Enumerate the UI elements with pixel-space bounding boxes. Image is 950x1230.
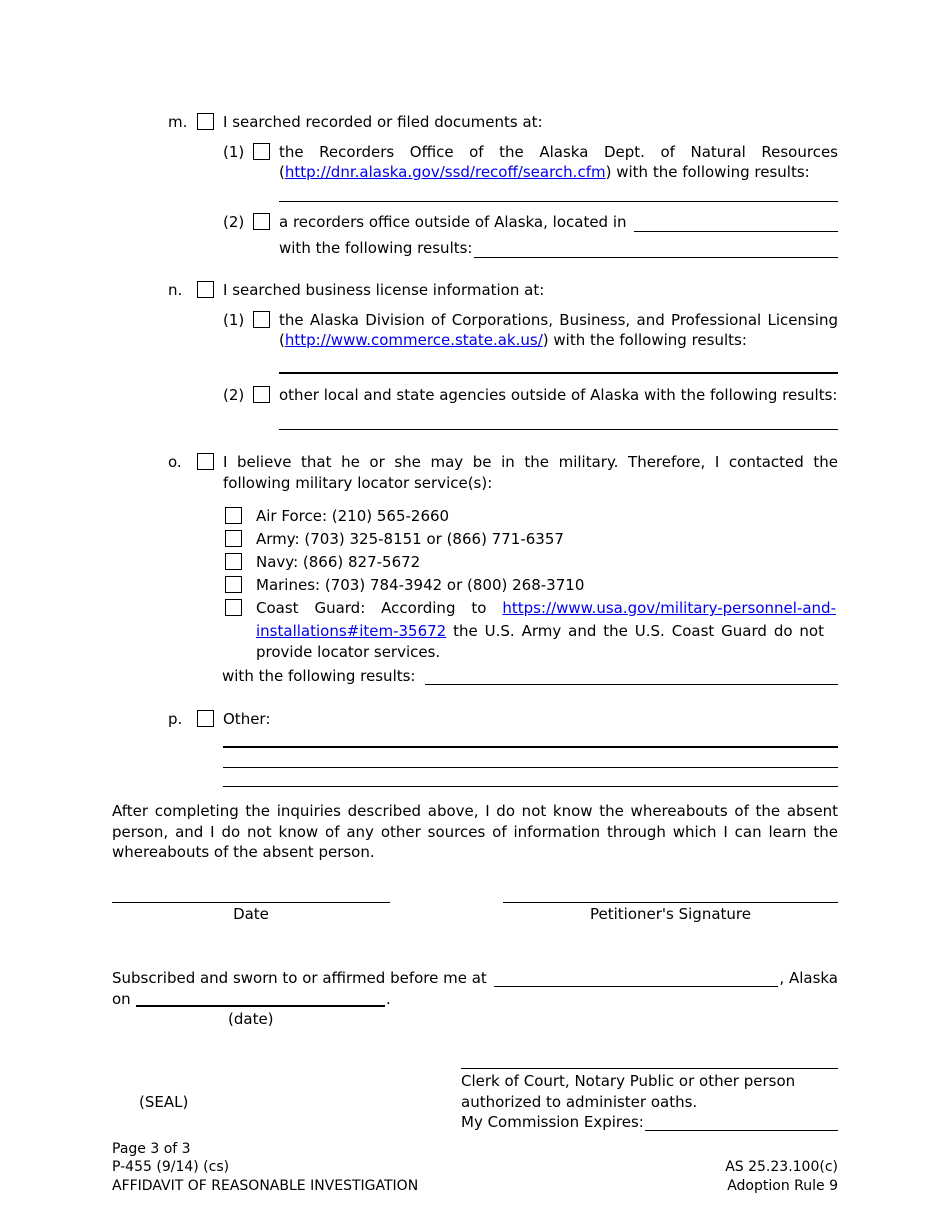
item-m-option-1-checkbox[interactable] <box>253 143 270 160</box>
item-m-letter: m. <box>168 113 188 131</box>
option-number: (1) <box>223 311 245 329</box>
item-p-checkbox[interactable] <box>197 710 214 727</box>
statement-line: whereabouts of the absent person. <box>112 843 375 861</box>
option-text-line: other local and state agencies outside of Alaska with the following results: <box>279 386 838 404</box>
commerce-link[interactable]: http://www.commerce.state.ak.us/ <box>284 331 543 349</box>
petitioner-signature-field[interactable] <box>503 882 838 903</box>
form-title: AFFIDAVIT OF REASONABLE INVESTIGATION <box>112 1178 419 1194</box>
item-p-letter: p. <box>168 710 183 728</box>
option-number: (2) <box>223 213 245 231</box>
item-m-option-2-checkbox[interactable] <box>253 213 270 230</box>
item-m-label: I searched recorded or filed documents at: <box>223 113 543 131</box>
item-o-letter: o. <box>168 453 182 471</box>
oath-text: Subscribed and sworn to or affirmed before me at <box>112 969 487 987</box>
statement-line: After completing the inquiries described above, I do not know the whereabouts of the absent <box>112 802 838 820</box>
recorders-office-link[interactable]: http://dnr.alaska.gov/ssd/recoff/search.cfm <box>284 163 606 181</box>
item-o-checkbox[interactable] <box>197 453 214 470</box>
commission-expires-field[interactable] <box>645 1110 838 1131</box>
item-n-checkbox[interactable] <box>197 281 214 298</box>
item-o-label-line: following military locator service(s): <box>223 474 493 492</box>
list-item: Marines: (703) 784-3942 or (800) 268-3710 <box>256 576 585 594</box>
results-label: with the following results: <box>222 667 416 685</box>
option-text: ) with the following results: <box>542 331 747 349</box>
list-item: Air Force: (210) 565-2660 <box>256 507 450 525</box>
statement-line: person, and I do not know of any other sources of information through which I can learn the <box>112 823 838 841</box>
results-field[interactable] <box>474 237 838 258</box>
item-n-option-1-checkbox[interactable] <box>253 311 270 328</box>
oath-text: , Alaska <box>779 969 838 987</box>
option-text-line <box>279 162 810 182</box>
results-field[interactable] <box>425 664 838 685</box>
page-number: Page 3 of 3 <box>112 1141 191 1157</box>
option-number: (2) <box>223 386 245 404</box>
item-n-label: I searched business license information at: <box>223 281 545 299</box>
option-text-line <box>279 330 747 350</box>
list-item <box>256 598 836 618</box>
results-field[interactable] <box>279 409 838 430</box>
usa-gov-link[interactable]: https://www.usa.gov/military-personnel-and- <box>502 599 836 617</box>
marines-checkbox[interactable] <box>225 576 242 593</box>
list-item: Army: (703) 325-8151 or (866) 771-6357 <box>256 530 564 548</box>
results-field[interactable] <box>279 181 838 202</box>
date-field[interactable] <box>112 882 390 903</box>
results-field[interactable] <box>279 352 838 374</box>
item-m-checkbox[interactable] <box>197 113 214 130</box>
paren-open: ( <box>279 163 285 181</box>
other-field[interactable] <box>223 726 838 748</box>
location-field[interactable] <box>634 211 838 232</box>
option-text-line: a recorders office outside of Alaska, located in <box>279 213 627 231</box>
coast-guard-text: the U.S. Army and the U.S. Coast Guard do not <box>453 622 824 640</box>
army-checkbox[interactable] <box>225 530 242 547</box>
item-n-letter: n. <box>168 281 183 299</box>
oath-period: . <box>386 990 391 1008</box>
oath-on-label: on <box>112 990 131 1008</box>
item-n-option-2-checkbox[interactable] <box>253 386 270 403</box>
statute-reference: AS 25.23.100(c) <box>725 1159 838 1175</box>
option-text: ) with the following results: <box>605 163 810 181</box>
list-item-continuation: provide locator services. <box>256 643 441 661</box>
coast-guard-checkbox[interactable] <box>225 599 242 616</box>
commission-label: My Commission Expires: <box>461 1113 644 1131</box>
option-text-line: the Recorders Office of the Alaska Dept. of Natural Resources <box>279 143 838 161</box>
oath-date-caption: (date) <box>228 1010 274 1028</box>
navy-checkbox[interactable] <box>225 553 242 570</box>
air-force-checkbox[interactable] <box>225 507 242 524</box>
usa-gov-link[interactable]: installations#item-35672 <box>256 622 447 640</box>
oath-place-field[interactable] <box>494 966 778 987</box>
officer-title-line: Clerk of Court, Notary Public or other person <box>461 1072 796 1090</box>
rule-reference: Adoption Rule 9 <box>727 1178 838 1194</box>
option-number: (1) <box>223 143 245 161</box>
coast-guard-text: Coast Guard: According to <box>256 599 487 617</box>
oath-date-field[interactable] <box>136 985 385 1007</box>
officer-signature-field[interactable] <box>461 1048 838 1069</box>
officer-title-line: authorized to administer oaths. <box>461 1093 698 1111</box>
date-label: Date <box>233 905 269 923</box>
item-p-label: Other: <box>223 710 271 728</box>
option-text-line: the Alaska Division of Corporations, Business, and Professional Licensing <box>279 311 838 329</box>
paren-open: ( <box>279 331 285 349</box>
list-item-continuation <box>256 621 824 641</box>
form-number: P-455 (9/14) (cs) <box>112 1159 230 1175</box>
item-o-label-line: I believe that he or she may be in the military. Therefore, I contacted the <box>223 453 838 471</box>
list-item: Navy: (866) 827-5672 <box>256 553 421 571</box>
seal-label: (SEAL) <box>139 1093 189 1111</box>
other-field[interactable] <box>223 747 838 768</box>
other-field[interactable] <box>223 766 838 787</box>
option-text-line: with the following results: <box>279 239 473 257</box>
petitioner-signature-label: Petitioner's Signature <box>590 905 751 923</box>
